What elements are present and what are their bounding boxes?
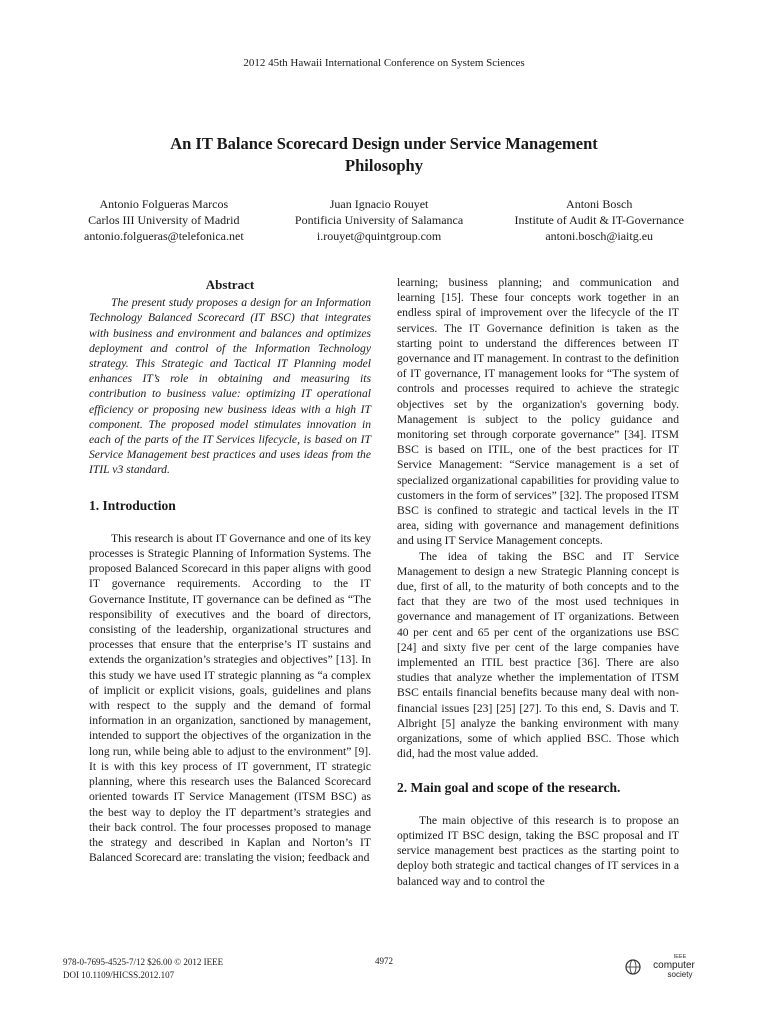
right-column	[397, 275, 679, 889]
paper-title-line-2: Philosophy	[345, 156, 423, 175]
author-3	[514, 196, 684, 244]
introduction-paragraph-2: learning; business planning; and communication and learning [15]. These four concepts work together in an endless spiral of improvement over the lifecycle of the IT services. The IT Governance definition is taken as the starting point to understand the differences between IT governance and IT management. In contrast to the definition of IT governance, IT management looks for “The system of controls and processes required to achieve the strategic objectives set by the organization's governing body. Management is subject to the policy guidance and monitoring set through corporate governance” [34]. ITSM BSC is based on ITIL, one of the best practices for IT Service Management: “Service management is a set of specialized organizational capabilities for providing value to customers in the form of services” [32]. The proposed ITSM BSC is confined to strategic and tactical levels in the IT area, siding with governance and management definitions and using IT Service Management concepts.	[397, 276, 679, 548]
page-number: 4972	[375, 956, 393, 966]
section-heading-introduction: 1. Introduction	[89, 497, 176, 513]
introduction-paragraph-3: The idea of taking the BSC and IT Service Management to design a new Strategic Planning concept is due, first of all, to the maturity of both concepts and to the fact that they are two of the most used techniques in governance and management of IT organizations. Between 40 per cent and 65 per cent of the organizations use BSC [24] and sixty five per cent of the large companies have implemented an ITIL best practice [36]. There are also studies that analyze whether the implementation of ITSM BSC entails financial benefits because many deal with non-financial issues [23] [25] [27]. To this end, S. Davis and T. Albright [5] analyze the banking environment with many organizations, some of which applied BSC. Those which did, had the most value added.	[397, 549, 679, 761]
author-name: Antonio Folgueras Marcos	[99, 197, 229, 211]
author-affiliation: Institute of Audit & IT-Governance	[514, 213, 684, 227]
logo-text-ieee: IEEE	[673, 954, 687, 960]
author-1	[84, 196, 244, 244]
author-name: Antoni Bosch	[566, 197, 633, 211]
logo-text-society: society	[667, 970, 693, 979]
author-affiliation: Pontificia University of Salamanca	[294, 213, 464, 227]
left-column	[89, 277, 371, 865]
conference-header: 2012 45th Hawaii International Conference on System Sciences	[243, 57, 525, 69]
paper-title-line-1: An IT Balance Scorecard Design under Service Management	[170, 134, 598, 153]
abstract-heading: Abstract	[205, 277, 255, 292]
author-name: Juan Ignacio Rouyet	[329, 197, 429, 211]
logo-text-computer: computer	[653, 960, 695, 971]
main-goal-paragraph-1: The main objective of this research is to propose an optimized IT BSC design, taking the BSC proposal and IT service management best practices as the starting point to deploy both strategic and tactical changes of IT services in a balanced way and to control the	[397, 813, 679, 888]
author-2	[295, 196, 463, 244]
author-affiliation: Carlos III University of Madrid	[88, 213, 240, 227]
abstract-text: The present study proposes a design for an Information Technology Balanced Scorecard (IT BSC) that integrates with business and environment and balances and optimizes deployment and control of the Information Technology strategy. This Strategic and Tactical IT Planning model enhances IT’s role in obtaining and measuring its contribution to business value: optimizing IT operational efficiency or proposing new business ideas with a high IT component. The proposed model stimulates innovation in each of the parts of the IT Services lifecycle, is based on IT Service Management best practices and uses ideas from the ITIL v3 standard.	[89, 296, 371, 477]
author-block	[84, 196, 684, 244]
footer-doi: DOI 10.1109/HICSS.2012.107	[63, 970, 175, 980]
author-email: i.rouyet@quintgroup.com	[316, 229, 442, 243]
globe-icon	[626, 960, 640, 974]
ieee-computer-society-logo	[622, 951, 712, 981]
author-email: antoni.bosch@iaitg.eu	[545, 229, 654, 243]
section-heading-main-goal: 2. Main goal and scope of the research.	[397, 779, 621, 795]
paper-title	[90, 133, 678, 177]
footer-isbn: 978-0-7695-4525-7/12 $26.00 © 2012 IEEE	[63, 957, 224, 967]
introduction-paragraph-1: This research is about IT Governance and one of its key processes is Strategic Planning of Information Systems. The proposed Balanced Scorecard in this paper aligns with good IT governance requirements. According to the IT Governance Institute, IT governance can be defined as “The responsibility of executives and the board of directors, consisting of the leadership, organizational structures and processes that ensure that the enterprise’s IT sustains and extends the organization’s strategies and objectives” [13]. In this study we have used IT strategic planning as “a complex of implicit or explicit visions, goals, guidelines and plans with respect to the supply and the demand of formal information in an organization, sanctioned by management, intended to support the objectives of the organization in the long run, while being able to adjust to the environment” [9]. It is with this key process of IT government, IT strategic planning, where this research uses the Balanced Scorecard oriented towards IT Service Management (ITSM BSC) as the best way to deploy the IT department’s strategies and their back control. The four processes proposed to manage the strategy and described in Kaplan and Norton’s IT Balanced Scorecard are: translating the vision; feedback and	[89, 531, 371, 865]
author-email: antonio.folgueras@telefonica.net	[84, 229, 244, 243]
